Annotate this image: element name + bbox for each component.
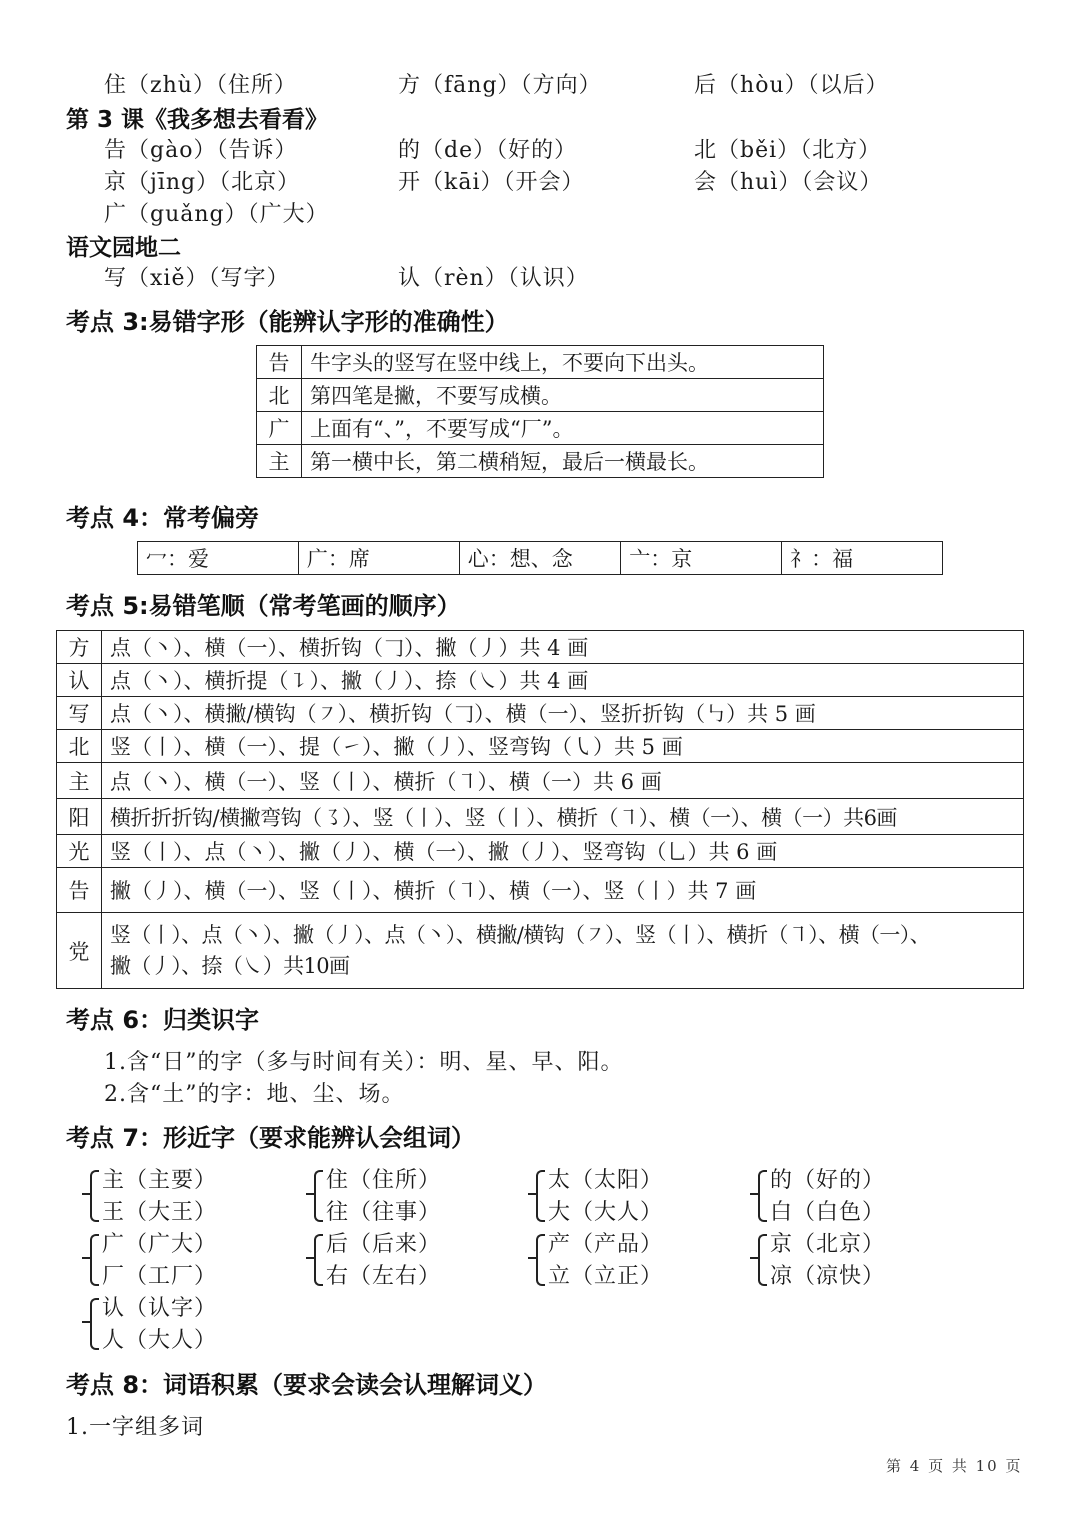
table-row: 认 点（丶）、横折提（㇊）、撇（丿）、捺（㇏）共 4 画 bbox=[57, 664, 1024, 697]
list-item: 大（大人） bbox=[548, 1200, 664, 1225]
brace-icon bbox=[750, 1168, 764, 1220]
list-item: 白（白色） bbox=[770, 1200, 886, 1225]
kd3-title: 考点 3:易错字形（能辨认字形的准确性） bbox=[66, 308, 509, 336]
vocab-item: 方（fāng）（方向） bbox=[398, 73, 602, 98]
list-item: 凉（凉快） bbox=[770, 1264, 886, 1289]
list-item: 厂（工厂） bbox=[102, 1264, 218, 1289]
brace-icon bbox=[82, 1168, 96, 1220]
brace-icon bbox=[750, 1232, 764, 1284]
list-item: 后（后来） bbox=[326, 1232, 442, 1257]
kd7-title: 考点 7：形近字（要求能辨认会组词） bbox=[66, 1124, 476, 1152]
list-item: 京（北京） bbox=[770, 1232, 886, 1257]
brace-icon bbox=[82, 1296, 96, 1348]
yuwen-title: 语文园地二 bbox=[66, 235, 181, 261]
list-item: 的（好的） bbox=[770, 1168, 886, 1193]
vocab-item: 住（zhù）（住所） bbox=[104, 73, 298, 98]
page-number: 第 4 页 共 10 页 bbox=[886, 1457, 1023, 1475]
table-row: 告 撇（丿）、横（一）、竖（丨）、横折（㇕）、横（一）、竖（丨）共 7 画 bbox=[57, 868, 1024, 913]
table-row: 党 竖（丨）、点（丶）、撇（丿）、点（丶）、横撇/横钩（㇇）、竖（丨）、横折（㇕）、横（一）、 撇（丿）、捺（㇏）共10画 bbox=[57, 913, 1024, 989]
vocab-item: 告（gào）（告诉） bbox=[104, 138, 298, 163]
kd4-title: 考点 4：常考偏旁 bbox=[66, 504, 260, 532]
lesson3-title: 第 3 课《我多想去看看》 bbox=[66, 107, 329, 133]
table-row: 广 上面有“、”，不要写成“厂”。 bbox=[257, 412, 824, 445]
brace-icon bbox=[528, 1168, 542, 1220]
table-row: 光 竖（丨）、点（丶）、撇（丿）、横（一）、撇（丿）、竖弯钩（乚）共 6 画 bbox=[57, 835, 1024, 868]
brace-icon bbox=[82, 1232, 96, 1284]
list-item: 产（产品） bbox=[548, 1232, 664, 1257]
vocab-item: 会（huì）（会议） bbox=[694, 170, 883, 195]
table-row: 写 点（丶）、横撇/横钩（㇇）、横折钩（𠃌）、横（一）、竖折折钩（㇉）共 5 画 bbox=[57, 697, 1024, 730]
table-row: 冖：爱 广：席 心：想、念 亠：京 礻：福 bbox=[138, 542, 943, 575]
list-item: 太（太阳） bbox=[548, 1168, 664, 1193]
vocab-item: 认（rèn）（认识） bbox=[398, 266, 589, 291]
list-item: 2.含“土”的字：地、尘、场。 bbox=[104, 1082, 405, 1107]
brace-icon bbox=[306, 1168, 320, 1220]
vocab-item: 北（běi）（北方） bbox=[694, 138, 882, 163]
list-item: 立（立正） bbox=[548, 1264, 664, 1289]
list-item: 人（大人） bbox=[102, 1328, 218, 1353]
table-row: 方 点（丶）、横（一）、横折钩（𠃌）、撇（丿）共 4 画 bbox=[57, 631, 1024, 664]
list-item: 认（认字） bbox=[102, 1296, 218, 1321]
list-item: 1.含“日”的字（多与时间有关）：明、星、早、阳。 bbox=[104, 1050, 624, 1075]
list-item: 住（住所） bbox=[326, 1168, 442, 1193]
table-row: 北 第四笔是撇，不要写成横。 bbox=[257, 379, 824, 412]
table-row: 北 竖（丨）、横（一）、提（㇀）、撇（丿）、竖弯钩（㇂）共 5 画 bbox=[57, 730, 1024, 763]
list-item: 王（大王） bbox=[102, 1200, 218, 1225]
vocab-item: 广（guǎng）（广大） bbox=[104, 202, 329, 227]
list-item: 主（主要） bbox=[102, 1168, 218, 1193]
table-row: 告 牛字头的竖写在竖中线上，不要向下出头。 bbox=[257, 346, 824, 379]
kd8-subtitle: 1.一字组多词 bbox=[66, 1415, 204, 1440]
vocab-item: 写（xiě）（写字） bbox=[104, 266, 290, 291]
vocab-item: 京（jīng）（北京） bbox=[104, 170, 301, 195]
kd8-title: 考点 8：词语积累（要求会读会认理解词义） bbox=[66, 1371, 548, 1399]
vocab-item: 后（hòu）（以后） bbox=[694, 73, 889, 98]
kd3-table bbox=[256, 345, 824, 478]
vocab-item: 的（de）（好的） bbox=[398, 138, 578, 163]
list-item: 右（左右） bbox=[326, 1264, 442, 1289]
list-item: 广（广大） bbox=[102, 1232, 218, 1257]
brace-icon bbox=[306, 1232, 320, 1284]
kd5-table bbox=[56, 630, 1024, 989]
brace-icon bbox=[528, 1232, 542, 1284]
table-row: 主 点（丶）、横（一）、竖（丨）、横折（㇕）、横（一）共 6 画 bbox=[57, 763, 1024, 799]
list-item: 往（往事） bbox=[326, 1200, 442, 1225]
vocab-item: 开（kāi）（开会） bbox=[398, 170, 585, 195]
kd6-title: 考点 6：归类识字 bbox=[66, 1006, 260, 1034]
table-row: 主 第一横中长，第二横稍短，最后一横最长。 bbox=[257, 445, 824, 478]
table-row: 阳 横折折折钩/横撇弯钩（㇌）、竖（丨）、竖（丨）、横折（㇕）、横（一）、横（一）共6画 bbox=[57, 799, 1024, 835]
kd5-title: 考点 5:易错笔顺（常考笔画的顺序） bbox=[66, 592, 461, 620]
kd4-table bbox=[137, 541, 943, 575]
